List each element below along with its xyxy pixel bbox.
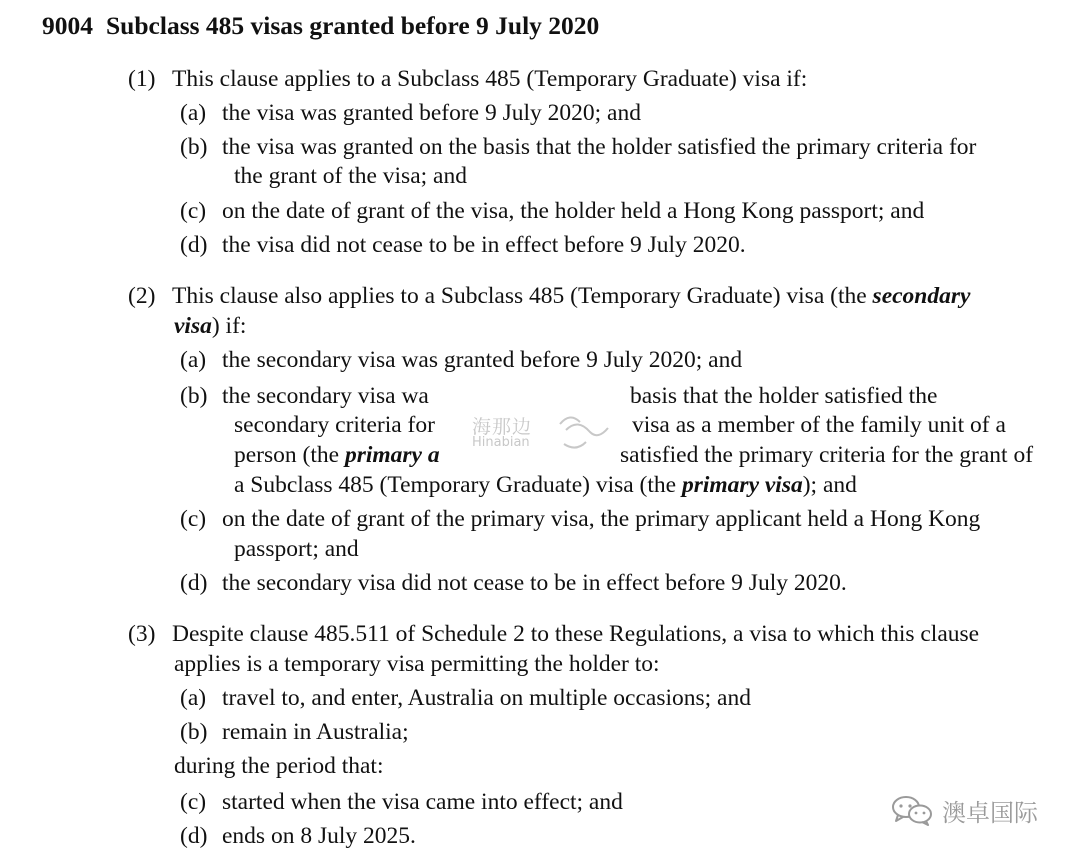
clause-2-intro-line2: [174, 311, 246, 341]
watermark-chinese: 海那边: [472, 416, 533, 438]
clause-2-c-line2: passport; and: [234, 536, 359, 562]
watermark-swirl-icon: [556, 410, 612, 456]
clause-2-d-number: (d): [180, 570, 208, 596]
clause-3-a-number: (a): [180, 685, 207, 711]
clause-2-b-line4-post: ); and: [802, 472, 857, 498]
watermark-english: Hinabian: [472, 435, 530, 450]
section-number: 9004: [42, 11, 93, 40]
clause-2-b-line1b: basis that the holder satisfied the: [630, 383, 938, 409]
clause-2-a-number: (a): [180, 347, 207, 373]
clause-1-intro: This clause applies to a Subclass 485 (Temporary Graduate) visa if:: [172, 66, 808, 92]
section-heading: [42, 8, 599, 44]
clause-2-b-line2a: secondary criteria for: [234, 412, 435, 438]
clause-2-c-line1: on the date of grant of the primary visa, the primary applicant held a Hong Kong: [222, 506, 981, 532]
clause-1-b-line1: the visa was granted on the basis that the holder satisfied the primary criteria for: [222, 134, 977, 160]
section-title: Subclass 485 visas granted before 9 July 2020: [106, 11, 600, 40]
clause-3-a-text: travel to, and enter, Australia on multiple occasions; and: [222, 685, 751, 711]
clause-3-b-number: (b): [180, 719, 208, 745]
clause-1-d-text: the visa did not cease to be in effect before 9 July 2020.: [222, 232, 746, 258]
clause-3-middle-text: during the period that:: [174, 753, 384, 779]
clause-3-d-text: ends on 8 July 2025.: [222, 823, 416, 849]
clause-2-b-line4: [234, 470, 857, 500]
clause-2-b-line1a: the secondary visa wa: [222, 383, 429, 409]
clause-2-intro-pre: This clause also applies to a Subclass 485 (Temporary Graduate) visa (the: [172, 283, 873, 309]
clause-3-number: (3): [128, 621, 156, 647]
clause-1-a-number: (a): [180, 100, 207, 126]
hinabian-watermark: [466, 410, 616, 460]
clause-1-c-number: (c): [180, 198, 207, 224]
clause-3-c-number: (c): [180, 789, 207, 815]
clause-1-a-text: the visa was granted before 9 July 2020; and: [222, 100, 641, 126]
clause-2-a-text: the secondary visa was granted before 9 July 2020; and: [222, 347, 743, 373]
clause-3-d-number: (d): [180, 823, 208, 849]
clause-2-d-text: the secondary visa did not cease to be in effect before 9 July 2020.: [222, 570, 847, 596]
clause-2-b-line3b: satisfied the primary criteria for the grant of: [620, 442, 1034, 468]
term-visa: visa: [174, 313, 212, 339]
brand-mark: [890, 792, 1038, 828]
clause-2-intro-post: ) if:: [211, 313, 247, 339]
clause-2-b-number: (b): [180, 383, 208, 409]
clause-2-intro-line1: [172, 281, 970, 311]
clause-1-c-text: on the date of grant of the visa, the holder held a Hong Kong passport; and: [222, 198, 925, 224]
clause-2-b-line3-pre: person (the: [234, 442, 345, 468]
brand-text: 澳卓国际: [942, 798, 1038, 827]
term-secondary: secondary: [872, 283, 971, 309]
clause-3-intro-line2: applies is a temporary visa permitting the holder to:: [174, 651, 660, 677]
term-primary-visa: primary visa: [681, 472, 803, 498]
clause-2-b-line2b: visa as a member of the family unit of a: [632, 412, 1006, 438]
clause-2-b-line3a: [234, 440, 440, 470]
clause-2-b-line4-pre: a Subclass 485 (Temporary Graduate) visa (the: [234, 472, 682, 498]
clause-3-b-text: remain in Australia;: [222, 719, 409, 745]
clause-1-number: (1): [128, 66, 156, 92]
clause-3-intro-line1: Despite clause 485.511 of Schedule 2 to these Regulations, a visa to which this clause: [172, 621, 980, 647]
clause-1-b-line2: the grant of the visa; and: [234, 163, 467, 189]
clause-1-b-number: (b): [180, 134, 208, 160]
clause-2-number: (2): [128, 283, 156, 309]
term-primary-applicant: primary a: [344, 442, 440, 468]
clause-2-c-number: (c): [180, 506, 207, 532]
wechat-icon: [890, 794, 934, 826]
clause-3-c-text: started when the visa came into effect; and: [222, 789, 623, 815]
clause-1-d-number: (d): [180, 232, 208, 258]
